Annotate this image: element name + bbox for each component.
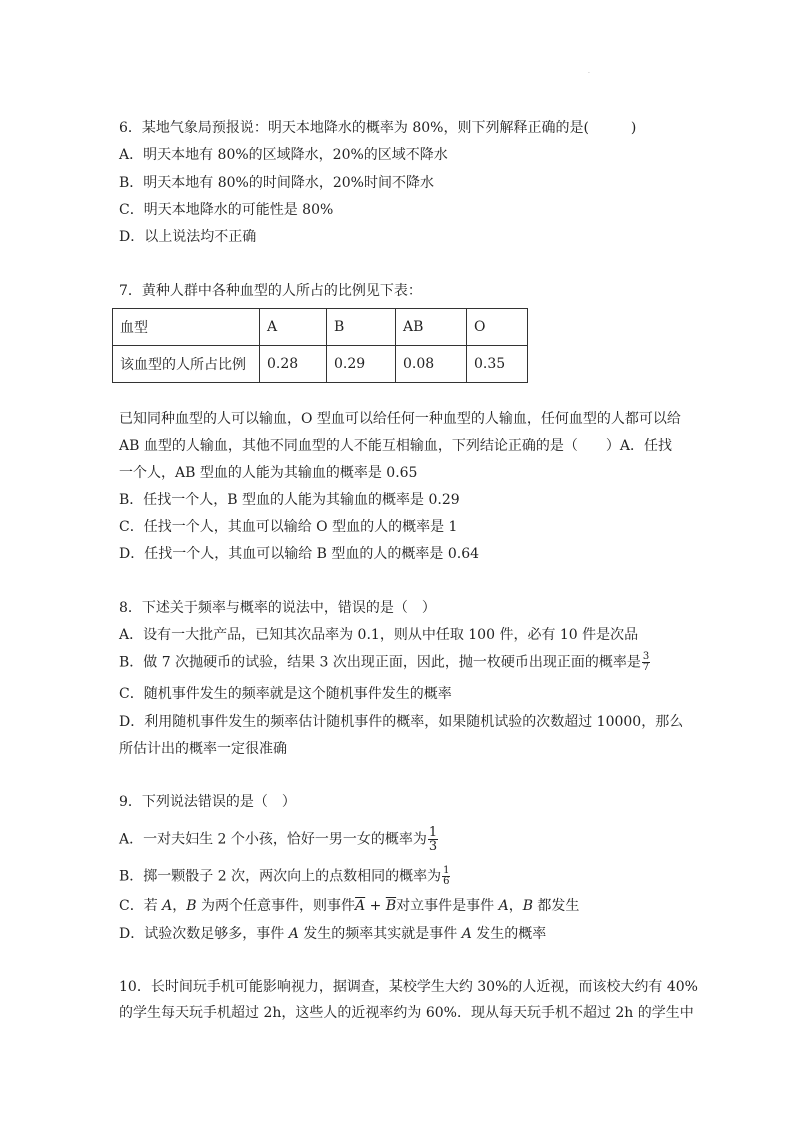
event-a: A xyxy=(288,926,299,942)
q7-paragraph-line-2: AB 血型的人输血，其他不同血型的人不能互相输血，下列结论正确的是（ ）A．任找 xyxy=(119,438,672,454)
q8-option-a: A．设有一大批产品，已知其次品率为 0.1，则从中任取 100 件，必有 10 件是次品 xyxy=(119,627,639,643)
table-cell: 0.28 xyxy=(260,346,327,383)
q6-option-a: A．明天本地有 80%的区域降水，20%的区域不降水 xyxy=(119,147,448,163)
page-dot: · xyxy=(588,70,590,77)
blood-type-table xyxy=(112,308,528,383)
q6-option-c: C．明天本地降水的可能性是 80% xyxy=(119,202,334,218)
q8-option-b-text: B．做 7 次抛硬币的试验，结果 3 次出现正面，因此，抛一枚硬币出现正面的概率是 xyxy=(119,654,641,671)
q9-d-pre: D．试验次数足够多，事件 xyxy=(119,926,289,942)
table-row xyxy=(113,346,528,383)
q9-d-end: 发生的概率 xyxy=(471,926,547,942)
q9-c-sep2: ， xyxy=(508,898,523,914)
q8-stem: 8．下述关于频率与概率的说法中，错误的是（ ） xyxy=(119,600,436,616)
fraction xyxy=(428,826,438,853)
event-b: B xyxy=(186,898,197,914)
q9-stem: 9．下列说法错误的是（ ） xyxy=(119,794,296,810)
q8-option-b xyxy=(119,652,650,673)
q9-option-b-text: B．掷一颗骰子 2 次，两次向上的点数相同的概率为 xyxy=(119,868,442,885)
q6-option-b: B．明天本地有 80%的时间降水，20%时间不降水 xyxy=(119,175,434,191)
q9-option-d xyxy=(119,924,546,944)
table-cell: 0.35 xyxy=(467,346,528,383)
q9-c-post: 对立事件是事件 xyxy=(396,898,499,914)
fraction xyxy=(642,652,650,673)
fraction-denominator: 6 xyxy=(443,876,450,887)
q9-c-plus: + xyxy=(365,898,386,914)
q10-line-1: 10．长时间玩手机可能影响视力，据调查，某校学生大约 30%的人近视，而该校大约有 40% xyxy=(119,979,698,995)
fraction-numerator: 1 xyxy=(443,865,450,876)
event-a: A xyxy=(498,898,509,914)
q9-c-end: 都发生 xyxy=(532,898,580,914)
table-cell: 0.08 xyxy=(396,346,467,383)
q7-option-b: B．任找一个人，B 型血的人能为其输血的概率是 0.29 xyxy=(119,492,460,508)
q7-paragraph-line-1: 已知同种血型的人可以输血，O 型血可以给任何一种血型的人输血，任何血型的人都可以给 xyxy=(119,411,681,427)
q9-d-mid: 发生的频率其实就是事件 xyxy=(298,926,462,942)
q9-c-sep: ， xyxy=(172,898,187,914)
table-header-row xyxy=(113,309,528,346)
event-b: B xyxy=(522,898,533,914)
q9-c-pre: C．若 xyxy=(119,898,163,914)
q7-stem: 7．黄种人群中各种血型的人所占的比例见下表： xyxy=(119,283,422,299)
table-cell: 0.29 xyxy=(327,346,396,383)
q7-option-d: D．任找一个人，其血可以输给 B 型血的人的概率是 0.64 xyxy=(119,546,480,562)
table-cell: AB xyxy=(396,309,467,346)
event-a-complement: $\overline{A}$ xyxy=(355,898,366,914)
q8-option-d-line-2: 所估计出的概率一定很准确 xyxy=(119,741,287,757)
table-cell: O xyxy=(467,309,528,346)
event-a: A xyxy=(162,898,173,914)
table-cell: 血型 xyxy=(113,309,260,346)
q7-paragraph-line-3: 一个人，AB 型血的人能为其输血的概率是 0.65 xyxy=(119,465,418,481)
q9-option-c xyxy=(119,896,579,916)
q8-option-c: C．随机事件发生的频率就是这个随机事件发生的概率 xyxy=(119,686,452,702)
table-cell: 该血型的人所占比例 xyxy=(113,346,260,383)
q10-line-2: 的学生每天玩手机超过 2h，这些人的近视率约为 60%．现从每天玩手机不超过 2h 的学生中 xyxy=(119,1005,694,1021)
table-cell: A xyxy=(260,309,327,346)
event-a: A xyxy=(461,926,472,942)
q7-option-c: C．任找一个人，其血可以输给 O 型血的人的概率是 1 xyxy=(119,519,458,535)
q6-option-d: D．以上说法均不正确 xyxy=(119,229,257,245)
q6-stem: 6．某地气象局预报说：明天本地降水的概率为 80%，则下列解释正确的是( ) xyxy=(119,120,637,136)
q8-option-d-line-1: D．利用随机事件发生的频率估计随机事件的概率，如果随机试验的次数超过 10000，那么 xyxy=(119,714,684,730)
fraction-numerator: 3 xyxy=(642,651,650,662)
q9-option-a xyxy=(119,826,438,853)
fraction-numerator: 1 xyxy=(428,825,438,840)
fraction xyxy=(442,866,450,887)
table-cell: B xyxy=(327,309,396,346)
event-b-complement: $\overline{B}$ xyxy=(385,898,397,914)
q9-option-b xyxy=(119,866,450,887)
fraction-denominator: 3 xyxy=(428,839,438,854)
fraction-denominator: 7 xyxy=(642,662,650,673)
q9-c-mid: 为两个任意事件，则事件 xyxy=(196,898,356,914)
q9-option-a-text: A．一对夫妇生 2 个小孩，恰好一男一女的概率为 xyxy=(119,831,427,848)
